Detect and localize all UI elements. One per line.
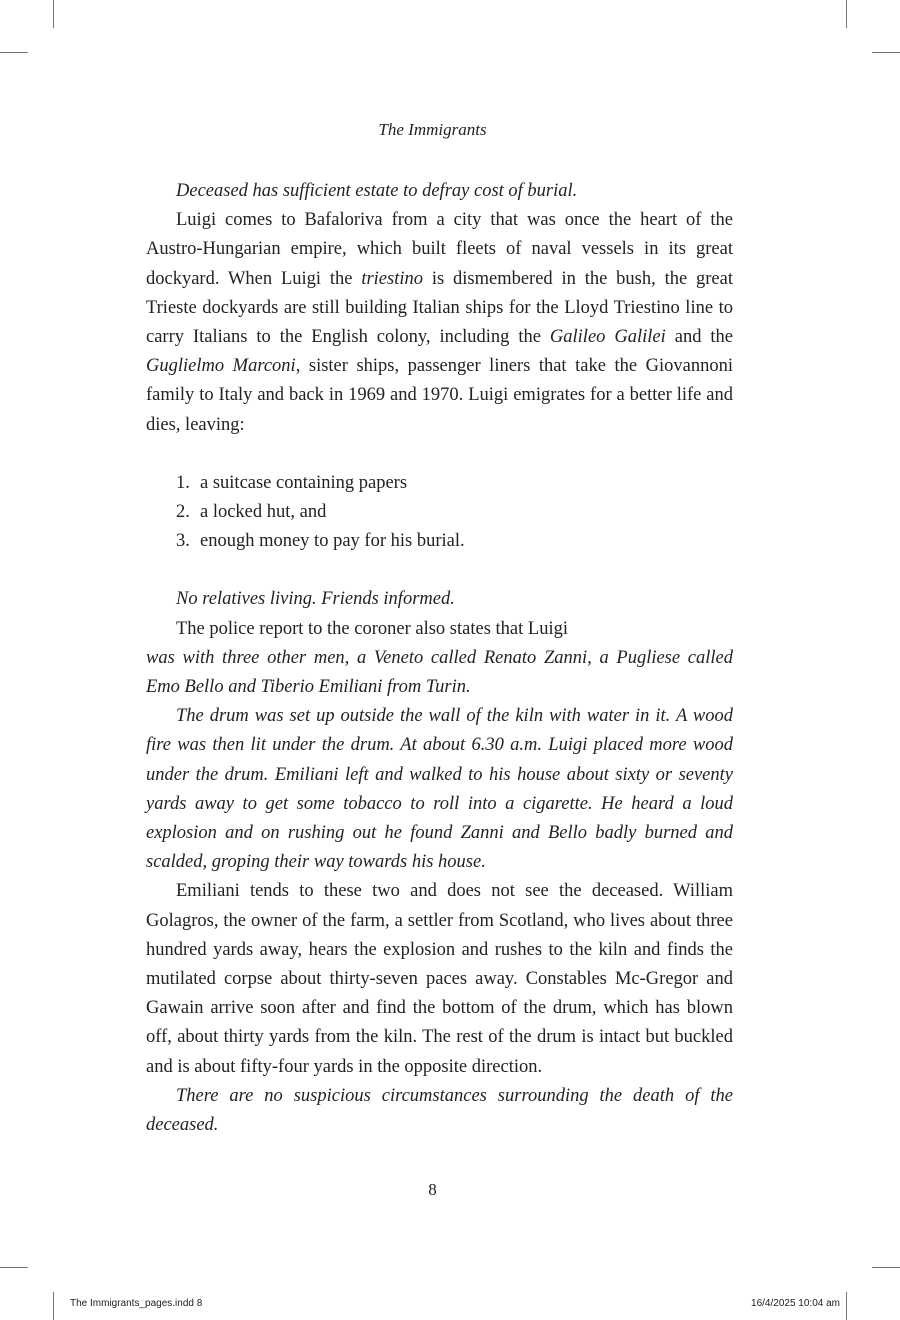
slug-filename: The Immigrants_pages.indd 8 xyxy=(70,1298,203,1309)
crop-mark xyxy=(53,0,54,28)
quoted-paragraph: The drum was set up outside the wall of the kiln with water in it. A wood fire was then lit under the drum. At about 6.30 a.m. Luigi placed more wood under the drum. Emiliani left and walked to his house about sixty or seventy yards away to get some tobacco to roll into a cigarette. He heard a loud explosion and on rushing out he found Zanni and Bello badly burned and scalded, groping their way towards his house. xyxy=(146,706,733,873)
italic-phrase: Guglielmo Marconi xyxy=(146,356,296,377)
running-head: The Immigrants xyxy=(378,120,487,139)
list-text: a locked hut, and xyxy=(200,502,327,523)
text-run: Luigi comes to Bafaloriva from a city that was once the heart of the Austro-Hungarian empire, which built fleets of naval vessels in its great dockyard. When Luigi the xyxy=(146,210,733,289)
list-number: 2. xyxy=(176,502,190,523)
quoted-paragraph: was with three other men, a Veneto called Renato Zanni, a Pugliese called Emo Bello and Tiberio Emiliani from Turin. xyxy=(146,647,733,698)
text-run: , sister ships, passenger liners that take the Giovannoni family to Italy and back in 1969 and 1970. Luigi emigrates for a better life and dies, leaving: xyxy=(146,356,733,435)
list-text: a suitcase containing papers xyxy=(200,472,408,493)
list-item xyxy=(146,469,733,498)
crop-mark xyxy=(846,1292,847,1320)
list-number: 3. xyxy=(176,531,190,552)
crop-mark xyxy=(0,1267,28,1268)
paragraph xyxy=(146,206,733,440)
crop-mark xyxy=(872,1267,900,1268)
crop-mark xyxy=(53,1292,54,1320)
italic-phrase: Galileo Galilei xyxy=(549,327,666,348)
paragraph: Deceased has sufficient estate to defray cost of burial. xyxy=(176,181,578,201)
paragraph: Emiliani tends to these two and does not see the deceased. William Golagros, the owner of the farm, a settler from Scotland, who lives about three hundred yards away, hears the explosion and rushes to the kiln and finds the mutilated corpse about thirty-seven paces away. Constables Mc-Gregor and Gawain arrive soon after and find the bottom of the drum, which has blown off, about thirty yards from the kiln. The rest of the drum is intact but buckled and is about fifty-four yards in the opposite direction. xyxy=(146,881,733,1077)
list-item xyxy=(146,527,733,556)
paragraph: The police report to the coroner also states that Luigi xyxy=(176,618,568,639)
body-text xyxy=(146,177,733,1140)
bequest-list xyxy=(146,469,733,557)
crop-mark xyxy=(0,52,28,53)
list-number: 1. xyxy=(176,472,190,493)
crop-mark xyxy=(872,52,900,53)
list-text: enough money to pay for his burial. xyxy=(200,531,465,552)
crop-mark xyxy=(846,0,847,28)
text-run: and the xyxy=(665,327,734,348)
quoted-paragraph: There are no suspicious circumstances surrounding the death of the deceased. xyxy=(146,1085,733,1136)
paragraph: No relatives living. Friends informed. xyxy=(176,589,455,610)
italic-phrase: triestino xyxy=(361,268,423,289)
list-item xyxy=(146,498,733,527)
page-number: 8 xyxy=(428,1180,437,1199)
slug-timestamp: 16/4/2025 10:04 am xyxy=(751,1298,840,1309)
text-run: is dismembered in the bush, the great Trieste dockyards are still building Italian ships for the Lloyd Triestino line to carry Italians to the English colony, including the xyxy=(146,268,733,348)
